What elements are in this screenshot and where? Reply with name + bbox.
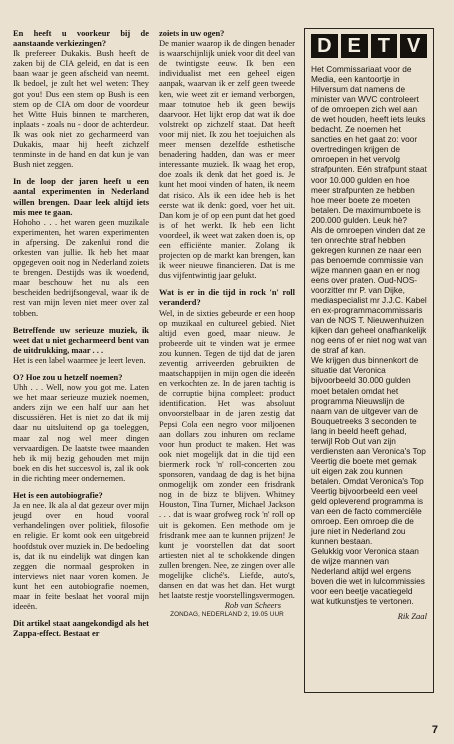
interview-answer: Wel, in de sixties gebeurde er een hoop op muzikaal en cultureel gebied. Niet altijd even goed, maar nieuw. Je probeerde uit te vinden wat je ermee zou kunnen. Tegen de tijd dat de jaren zeventig arriveerden gebruikten de maatschappijen in mijn ogen die ideeën en verkochten ze. In de jaren tachtig is de corruptie bijna compleet: product identification. Het was absoluut onvoorstelbaar in de jaren zestig dat Pepsi Cola een negro voor miljoenen aan dollars zou inhuren om reclame voor hun product te maken. Het was ook niet mogelijk dat in die tijd een biermerk rock 'n' roll-concerten zou sponsoren, vandaag de dag is het bijna onmogelijk om zonder een frisdrank nog in de bizz te blijven. Whitney Houston, Tina Turner, Michael Jackson . . . dat is waar grofweg rock 'n' roll op uit is gekomen. Een methode om je frisdrank mee aan te kunnen prijzen! Je kunt je voorstellen dat dat soort artiesten niet al te schokkende dingen zullen brengen. Nee, ze zingen over alle mogelijke cliché's. Liefde, auto's, dansen en dat was het dan. Het wurgt het laatste restje voorstellingsvermogen. <box>159 307 295 601</box>
interview-question: Betreffende uw serieuze muziek, ik weet dat u niet gecharmeerd bent van de uitdrukking, maar . . . <box>13 324 149 355</box>
interview-answer: Ja en nee. Ik ala al dat gezeur over mijn jeugd over en houd vooral verhandelingen over politiek, filosofie en religie. Er komt ook een uitgebreid hoofdstuk over muziek in. De bedoeling is, dat ik nu eindelijk wat dingen kan zeggen die normaal gesproken in interviews niet naar voren komen. Je kunt het een autobiografie noemen, maar in feite beslaat het vooral mijn ideeën. <box>13 500 149 612</box>
interview-question: zoiets in uw ogen? <box>159 28 225 38</box>
sidebar-paragraph: Gelukkig voor Veronica staan de wijze mannen van Nederland altijd wel ergens boven die wet in lulcommissies voor een beetje vacatiegeld wat kutkunstjes te vertonen. <box>311 546 425 607</box>
interview-column-1 <box>13 28 149 638</box>
logo-letter: T <box>371 34 398 58</box>
sidebar-paragraph: We krijgen dus binnenkort de situatie dat Veronica bijvoorbeeld 30.000 gulden moet betalen omdat het programma Nieuwslijn de naam van de uitgever van de Bouquetreeks 3 seconden te lang in beeld heeft gehad, terwijl Rob Out van zijn verdiensten aan Veronica's Top Veertig die boete met gemak uit eigen zak zou kunnen betalen. Omdat Veronica's Top Veertig bijvoorbeeld een veel geld opleverend programma is van een de facto commerciële omroep. Een omroep die de jure niet in Nederland zou kunnen bestaan. <box>311 355 426 547</box>
interview-column-2 <box>159 28 295 620</box>
interview-question: En heeft u voorkeur bij de aanstaande verkiezingen? <box>13 28 149 49</box>
author-signature: Rob van Scheers <box>224 600 281 611</box>
interview-answer: Het is een label waarmee je leert leven. <box>13 354 146 365</box>
interview-question: Dit artikel staat aangekondigd als het Zappa-effect. Bestaat er <box>13 618 149 639</box>
logo-letter: E <box>341 34 368 58</box>
detv-logo <box>311 34 427 58</box>
logo-letter: D <box>311 34 338 58</box>
interview-question: O? Hoe zou u hetzelf noemen? <box>13 372 123 382</box>
interview-question: In de loop der jaren heeft u een aantal experimenten in Nederland willen brengen. Daar leek altijd iets mis mee te gaan. <box>13 176 149 217</box>
detv-sidebar <box>304 28 434 693</box>
interview-answer: Ik prefereer Dukakis. Bush heeft de zaken bij de CIA geleid, en dat is een baan waar je geen afscheid van neemt. Ik bedoel, je zult het wel weten: They got you! Dus een stem op Bush is een stem op de CIA om door de voordeur het Witte Huis binnen te marcheren, inplaats - zoals nu - door de achterdeur. Ik was ook niet zo gecharmeerd van Dukakis, maar hij heeft zichzelf tenminste in de hand en dat kun je van Bush niet zeggen. <box>13 48 149 170</box>
logo-letter: V <box>400 34 427 58</box>
interview-answer: De manier waarop ik de dingen benader is waarschijnlijk uniek voor dit deel van de twintigste eeuw. Ik ben een individualist met een geheel eigen aanpak, waarvan ik er zelf geen tweede ken, wie weet zit er iemand verborgen, maar totnutoe heb ik geen bewijs daarvoor. Het lijkt erop dat wat ik doe volstrekt op zichzelf staat. Dat heeft voor mij niet. Ik zou het toejuichen als meer mensen dezelfde esthetische benadering hadden, dan was er meer interessante muziek. Ik waag het erop, doe zoals ik denk dat het goed is. Je kunt het mooi vinden of haten, ik neem dat risico. Als ik een idee heb is het eerste wat ik denk: goed, voer het uit. Dan kom je of op een punt dat het goed is of het werkt. Ik heb een licht voordeel, ik weet wat zaken doen is, op een efficiënte manier. Zolang ik projecten op de markt kan brengen, kan ik weer nieuwe financieren. Dat is me dus vijfentwintig jaar gelukt. <box>159 38 295 281</box>
broadcast-info: ZONDAG, NEDERLAND 2, 19.05 UUR <box>170 611 284 619</box>
sidebar-signature: Rik Zaal <box>397 610 427 621</box>
interview-question: Het is een autobiografie? <box>13 490 103 501</box>
detv-sidebar-body <box>311 64 427 607</box>
interview-answer: Hohoho . . . het waren geen muzikale experimenten, het waren experimenten in afpersing. De zakenlui rond die orkesten van jullie. Ik heb het maar opgegeven ooit nog in Nederland zoiets te brengen. Destijds was ik woedend, maar beschouw het nu als een bescheiden bedrijfsongeval, waar ik de rest van mijn leven niet meer over zal tobben. <box>13 216 149 318</box>
interview-question: Wat is er in die tijd in rock 'n' roll veranderd? <box>159 287 295 308</box>
sidebar-paragraph: Als de omroepen vinden dat ze ten onrechte straf hebben gekregen kunnen ze naar een pas benoemde commissie van wijze mannen gaan en er nog eens over praten. Oud-NOS-voorzitter mr P. van Dijke, mediaspecialist mr J.J.C. Kabel en ex-programmacommissaris van de NOS T. Nieuwenhuizen kijken dan geheel onafhankelijk nog eens of er niet nog wat van de straf af kan. <box>311 224 427 356</box>
interview-answer: Uhh . . . Well, now you got me. Laten we het maar serieuze muziek noemen, anders zijn we een half uur aan het discussiëren. Het is niet zo dat ik mij daar nu uitsluitend op ga toeleggen, maar zal nog wel meer dingen vervaardigen. De laatste twee maanden heb ik mij bezig gehouden met mijn boek en dis het succesvol is, zal ik ook in die richting meer ondernemen. <box>13 382 149 483</box>
sidebar-paragraph: Het Commissariaat voor de Media, een kantoortje in Hilversum dat namens de minister van WVC controleert of de omroepen zich wel aan de wet houden, heeft iets leuks bedacht. Ze noemen het sancties en het gaat zo: voor overtredingen krijgen de omroepen in het vervolg strafpunten. Eén strafpunt staat voor 10.000 gulden en hoe meer strafpunten ze hebben hoe meer boete ze moeten betalen. De maximumboete is 200.000 gulden. Leuk hè? <box>311 64 427 225</box>
page-number: 7 <box>431 724 438 736</box>
